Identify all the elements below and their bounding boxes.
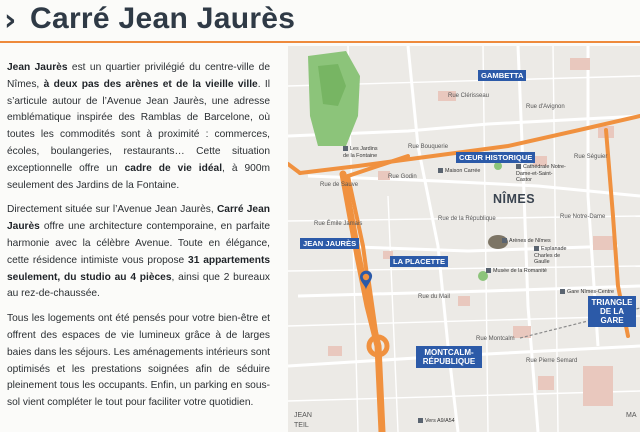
poi-musee: Musée de la Romanité <box>486 268 547 275</box>
street-label: Rue Godin <box>388 174 417 180</box>
paragraph-residence <box>7 202 270 303</box>
bold-text: à deux pas des arènes et de la vieille ville <box>43 78 258 90</box>
street-label: TEIL <box>294 422 309 429</box>
district-la-placette: LA PLACETTE <box>390 256 448 267</box>
chevron-right-icon: › <box>4 3 17 38</box>
street-label: Rue Émile Jamais <box>314 221 363 227</box>
page-header <box>0 0 640 44</box>
text-run: , ainsi que 2 bureaux au rez-de-chaussée. <box>7 271 270 300</box>
text-run: . Il s’articule autour de l’Avenue Jean Jaurès, une adresse emblématique inspirée des Ramblas de Barcelone, où toutes les commodités sont à proximité : commerces, écoles, boulangeries, restaurants… Cette situation exceptionnelle offre un <box>7 78 270 174</box>
district-montcalm: MONTCALM-RÉPUBLIQUE <box>416 346 482 368</box>
paragraph-intro <box>7 60 270 194</box>
street-label: MA <box>626 412 637 419</box>
street-label: JEAN <box>294 412 312 419</box>
poi-gare: Gare Nîmes-Centre <box>560 289 614 296</box>
district-jean-jaures: JEAN JAURÈS <box>300 238 359 249</box>
text-run: Tous les logements ont été pensés pour votre bien-être et offrent des espaces de vie lumineux grâce à de larges baies dans les séjours. Les aménagements intérieurs sont optimisés et les prestations soignées afin de séduire pleinement tous les occupants. Enfin, un parking en sous-sol vient compléter le tout pour faciliter votre quotidien. <box>7 313 270 409</box>
poi-arenes: Arènes de Nîmes <box>502 238 551 245</box>
poi-vers-autoroute: Vers A9/A54 <box>418 418 455 425</box>
poi-cathedrale: Cathédrale Notre-Dame-et-Saint-Castor <box>516 164 566 183</box>
poi-esplanade: Esplanade Charles de Gaulle <box>534 246 567 265</box>
text-run: est un quartier privilégié du centre-ville de Nîmes, <box>7 62 271 90</box>
district-gambetta: GAMBETTA <box>478 70 526 81</box>
poi-jardins: Les Jardins de la Fontaine <box>343 146 383 159</box>
description-text <box>7 60 270 420</box>
street-label: Rue Notre-Dame <box>560 214 606 220</box>
text-run: Directement située sur l’Avenue Jean Jaurès, <box>7 204 217 216</box>
paragraph-logements <box>7 311 270 412</box>
bold-text: 31 appartements seulement, du studio au 4 pièces <box>7 254 271 283</box>
bold-text: Carré Jean Jaurès <box>7 204 270 233</box>
bold-text: cadre de vie idéal <box>124 162 223 174</box>
poi-maison-carree: Maison Carrée <box>438 168 480 175</box>
street-label: Rue de la République <box>438 216 496 222</box>
street-label: Rue du Mail <box>418 294 451 300</box>
bold-text: Jean Jaurès <box>7 62 68 73</box>
street-label: Rue Bouquerie <box>408 144 449 150</box>
street-label: Rue Clérisseau <box>448 93 490 99</box>
page-title: Carré Jean Jaurès <box>30 2 296 35</box>
city-label: NÎMES <box>493 192 536 206</box>
street-label: Rue Pierre Semard <box>526 358 578 364</box>
text-run: , à 900m seulement des Jardins de la Fontaine. <box>7 162 270 191</box>
street-label: Rue d'Avignon <box>526 104 565 110</box>
street-label: Rue de Sauve <box>320 182 359 188</box>
district-triangle-gare: TRIANGLE DE LA GARE <box>588 296 636 327</box>
district-coeur-historique: CŒUR HISTORIQUE <box>456 152 535 163</box>
street-label: Rue Montcalm <box>476 336 515 342</box>
location-map <box>288 46 640 432</box>
text-run: offre une architecture contemporaine, en parfaite harmonie avec la célèbre Avenue. Toute en élégance, cette résidence intimiste vous propose <box>7 221 270 266</box>
header-rule <box>0 41 640 43</box>
street-label: Rue Séguier <box>574 154 608 160</box>
